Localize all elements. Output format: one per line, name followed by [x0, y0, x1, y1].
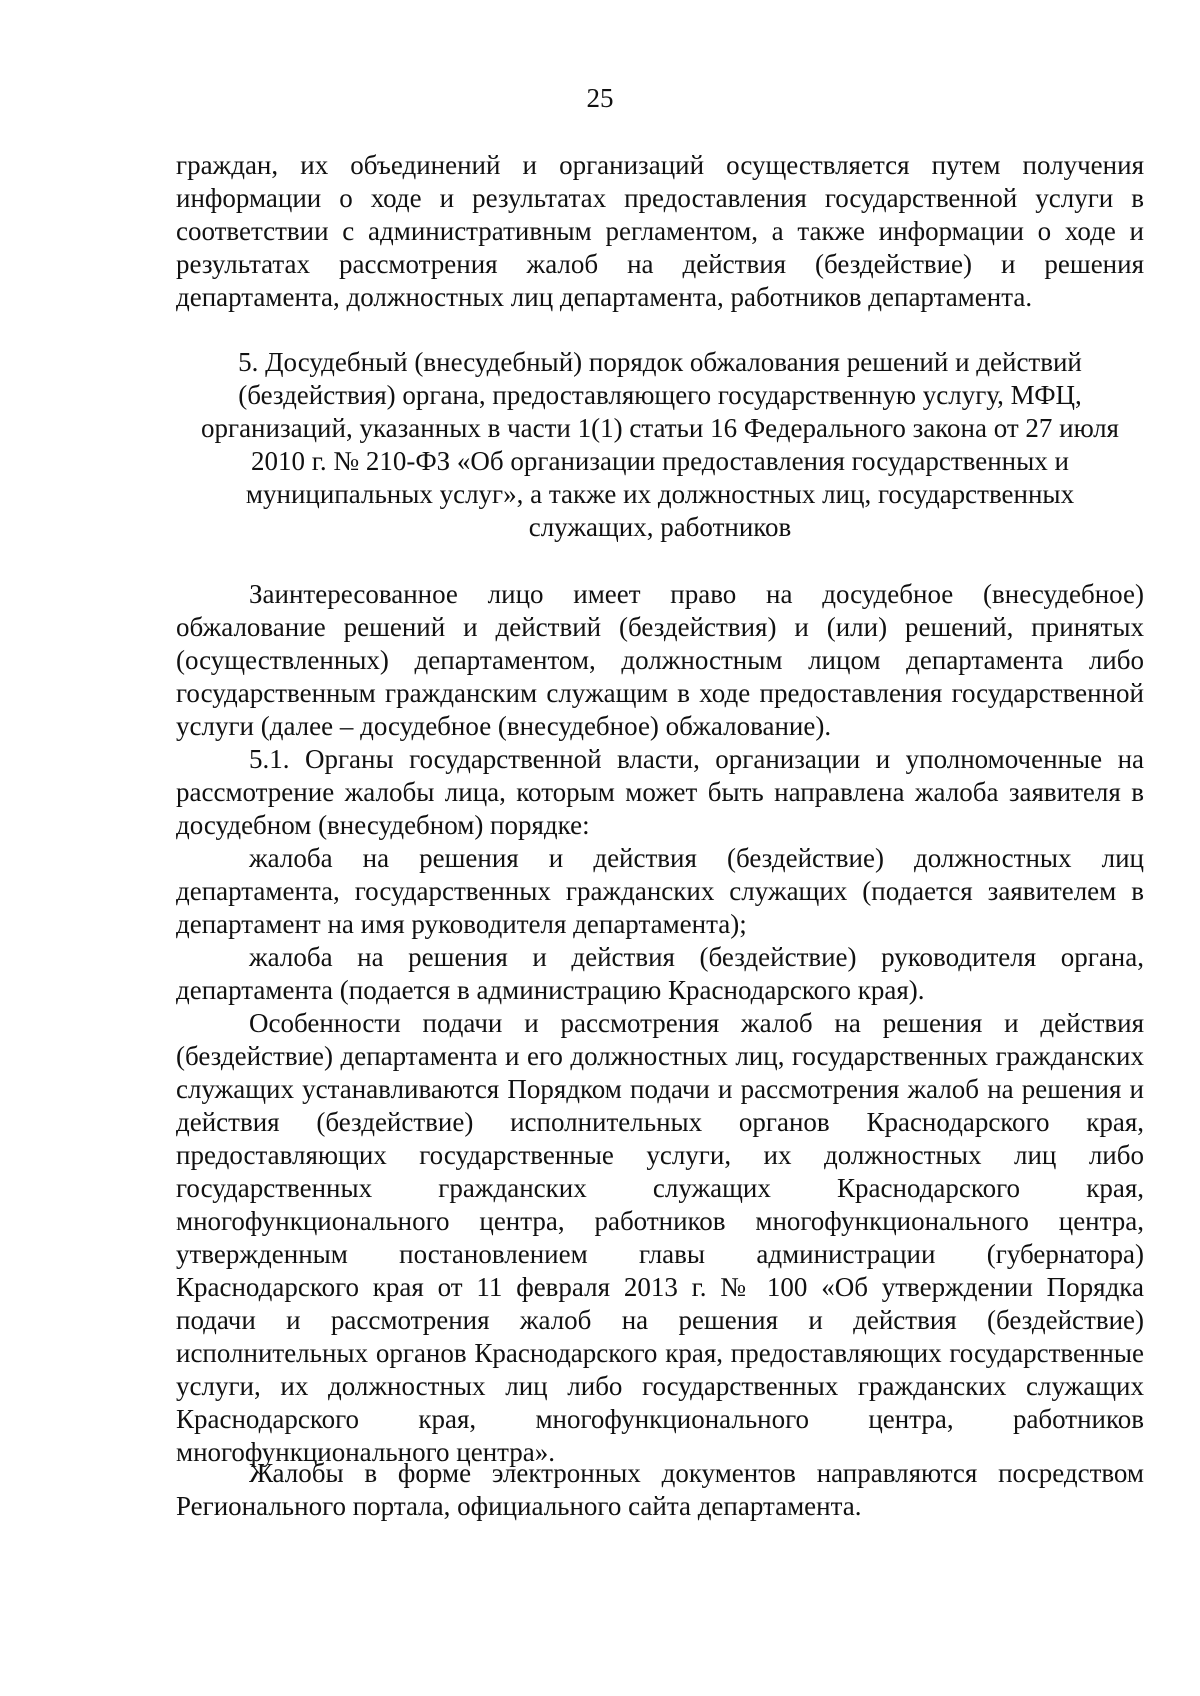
intro-text-block: [176, 149, 1144, 314]
paragraph-right-to-appeal: Заинтересованное лицо имеет право на досудебное (внесудебное) обжалование решений и действий (бездействия) и (или) решений, принятых (осуществленных) департаментом, должностным лицом департамента либо государственным гражданским служащим в ходе предоставления государственной услуги (далее – досудебное (внесудебное) обжалование).: [176, 579, 1144, 741]
section-heading: 5. Досудебный (внесудебный) порядок обжалования решений и действий (бездействия) органа, предоставляющего государственную услугу, МФЦ, организаций, указанных в части 1(1) статьи 16 Федерального закона от 27 июля 2010 г. № 210-ФЗ «Об организации предоставления государственных и муниципальных услуг», а также их должностных лиц, государственных служащих, работников: [201, 347, 1119, 542]
paragraph-electronic-complaints: Жалобы в форме электронных документов направляются посредством Регионального портала, официального сайта департамента.: [176, 1458, 1144, 1521]
paragraph-complaint-officials: жалоба на решения и действия (бездействие) должностных лиц департамента, государственных гражданских служащих (подается заявителем в департамент на имя руководителя департамента);: [176, 843, 1144, 939]
paragraph-intro: граждан, их объединений и организаций осуществляется путем получения информации о ходе и результатах предоставления государственной услуги в соответствии с административным регламентом, а также информации о ходе и результатах рассмотрения жалоб на действия (бездействие) и решения департамента, должностных лиц департамента, работников департамента.: [176, 150, 1144, 312]
closing-text-block: [176, 1457, 1144, 1523]
main-text-block: [176, 578, 1144, 1469]
paragraph-5-1: 5.1. Органы государственной власти, организации и уполномоченные на рассмотрение жалобы лица, которым может быть направлена жалоба заявителя в досудебном (внесудебном) порядке:: [176, 744, 1144, 840]
paragraph-particularities: Особенности подачи и рассмотрения жалоб на решения и действия (бездействие) департамента и его должностных лиц, государственных гражданских служащих устанавливаются Порядком подачи и рассмотрения жалоб на решения и действия (бездействие) исполнительных органов Краснодарского края, предоставляющих государственные услуги, их должностных лиц либо государственных гражданских служащих Краснодарского края, многофункционального центра, работников многофункционального центра, утвержденным постановлением главы администрации (губернатора) Краснодарского края от 11 февраля 2013 г. № 100 «Об утверждении Порядка подачи и рассмотрения жалоб на решения и действия (бездействие) исполнительных органов Краснодарского края, предоставляющих государственные услуги, их должностных лиц либо государственных гражданских служащих Краснодарского края, многофункционального центра, работников многофункционального центра».: [176, 1008, 1144, 1467]
paragraph-complaint-head: жалоба на решения и действия (бездействие) руководителя органа, департамента (подается в администрацию Краснодарского края).: [176, 942, 1144, 1005]
page-number: 25: [586, 83, 614, 113]
